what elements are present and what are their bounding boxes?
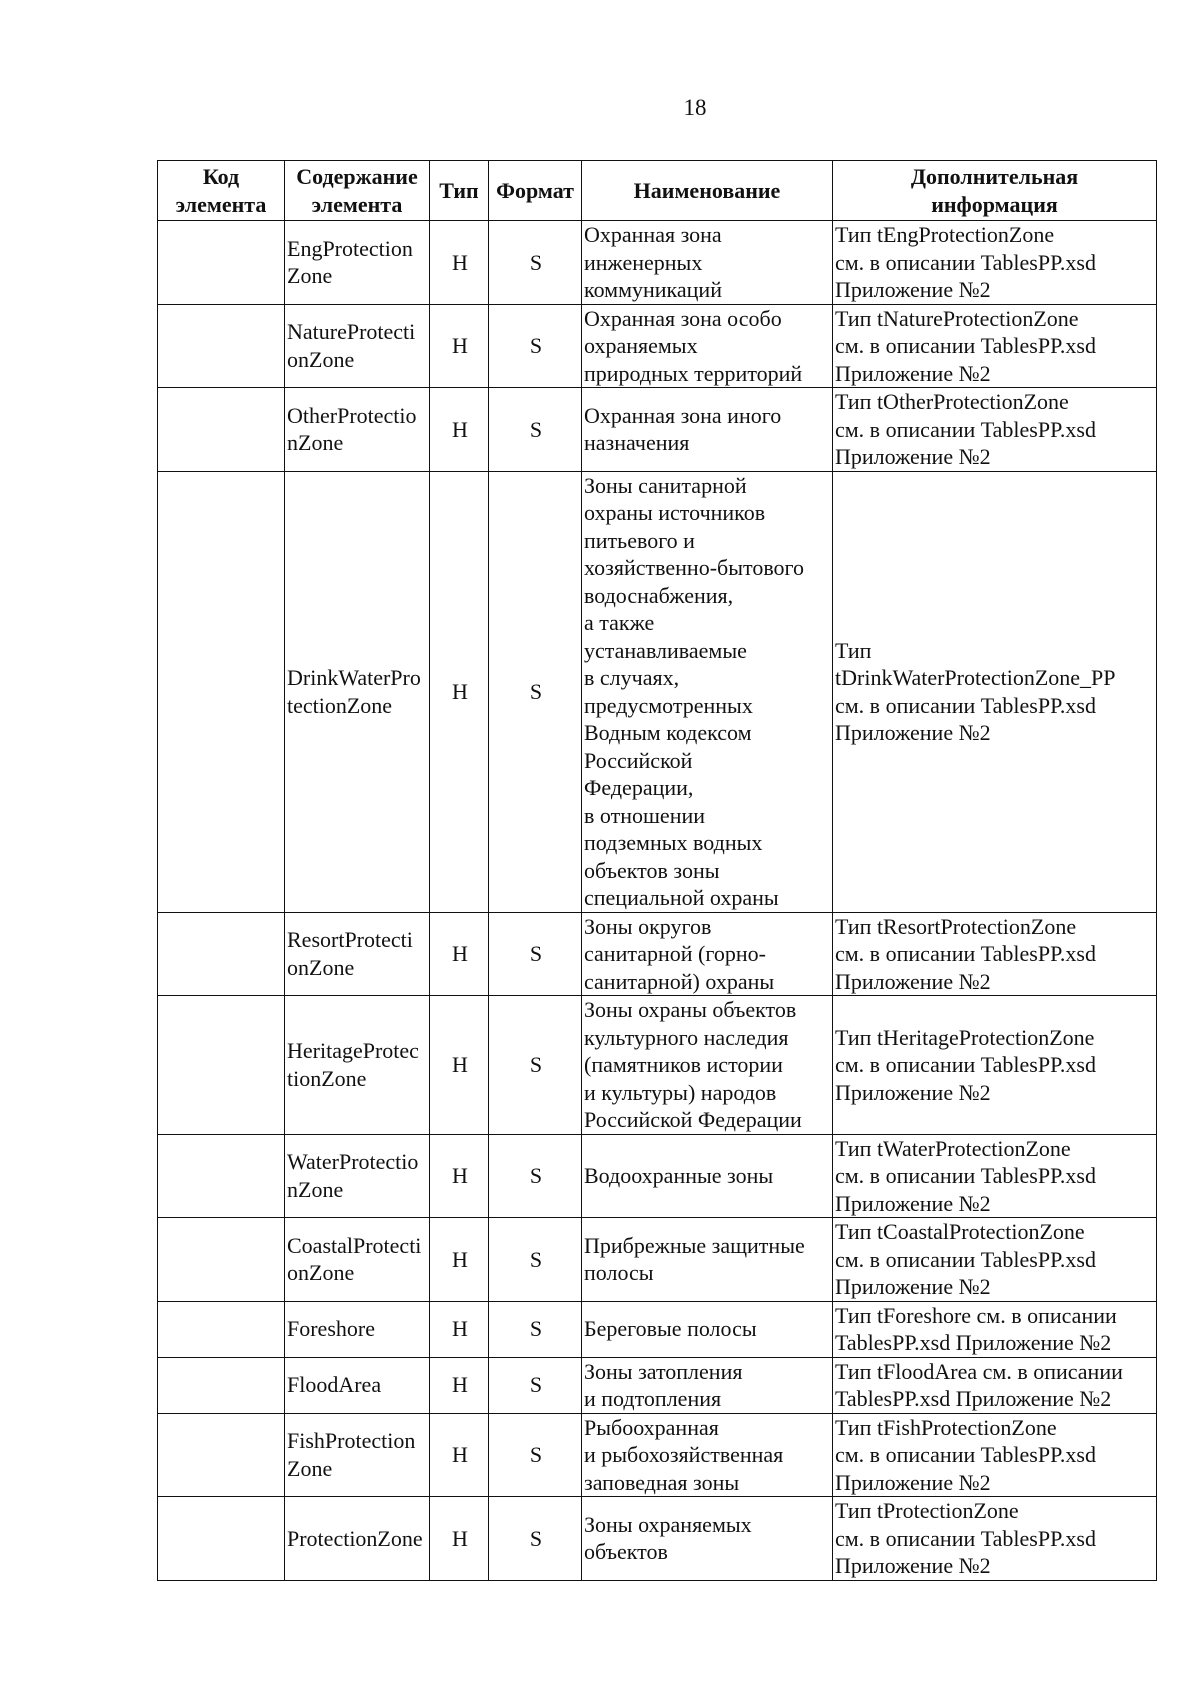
- cell-type: Н: [430, 912, 489, 996]
- cell-format: S: [489, 912, 582, 996]
- name-line: санитарной) охраны: [584, 968, 775, 994]
- header-info-line: информация: [931, 191, 1058, 217]
- table-body: [158, 221, 1157, 1581]
- header-name: Наименование: [582, 161, 833, 221]
- cell-format: S: [489, 1134, 582, 1218]
- cell-code: [158, 1497, 285, 1581]
- name-line: коммуникаций: [584, 277, 722, 302]
- cell-format: S: [489, 304, 582, 388]
- name-line: Охранная зона особо: [584, 305, 782, 331]
- cell-format: S: [489, 996, 582, 1135]
- info-line: Тип tProtectionZone: [835, 1498, 1019, 1523]
- name-line: санитарной (горно-: [584, 941, 766, 966]
- info-line: tDrinkWaterProtectionZone_PP: [835, 665, 1116, 690]
- header-row: [158, 161, 1157, 221]
- info-line: см. в описании TablesPP.xsd: [835, 1525, 1096, 1551]
- header-type: Тип: [430, 161, 489, 221]
- content-line: ResortProtecti: [287, 927, 413, 953]
- cell-format: S: [489, 221, 582, 305]
- name-line: предусмотренных: [584, 692, 753, 718]
- name-line: хозяйственно-бытового: [584, 555, 805, 580]
- name-line: Водоохранные зоны: [584, 1163, 774, 1188]
- cell-info: [833, 1413, 1157, 1497]
- cell-content: [285, 1301, 430, 1357]
- table-row: [158, 471, 1157, 912]
- content-line: Zone: [287, 1455, 333, 1481]
- info-line: Приложение №2: [835, 444, 991, 469]
- cell-info: [833, 1357, 1157, 1413]
- info-line: см. в описании TablesPP.xsd: [835, 1163, 1096, 1188]
- table-row: [158, 1357, 1157, 1413]
- content-line: tionZone: [287, 1065, 367, 1091]
- content-line: nZone: [287, 1176, 344, 1202]
- cell-name: [582, 996, 833, 1135]
- content-line: CoastalProtecti: [287, 1232, 422, 1258]
- content-line: ProtectionZone: [287, 1525, 423, 1551]
- name-line: и рыбохозяйственная: [584, 1442, 784, 1467]
- name-line: объектов: [584, 1539, 668, 1565]
- cell-content: [285, 1357, 430, 1413]
- cell-content: [285, 1497, 430, 1581]
- info-line: Тип tOtherProtectionZone: [835, 389, 1069, 414]
- info-line: Тип tEngProtectionZone: [835, 222, 1055, 247]
- cell-format: S: [489, 471, 582, 912]
- table-row: [158, 221, 1157, 305]
- cell-content: [285, 221, 430, 305]
- info-line: Приложение №2: [835, 277, 991, 302]
- info-line: Тип tNatureProtectionZone: [835, 305, 1079, 331]
- info-line: Тип tForeshore см. в описании: [835, 1302, 1117, 1328]
- info-line: Тип tFloodArea см. в описании: [835, 1358, 1123, 1384]
- cell-format: S: [489, 1497, 582, 1581]
- header-code-line: Код: [202, 164, 240, 189]
- cell-type: Н: [430, 996, 489, 1135]
- cell-info: [833, 388, 1157, 472]
- name-line: Береговые полосы: [584, 1316, 757, 1342]
- cell-type: Н: [430, 471, 489, 912]
- name-line: Зоны охраны объектов: [584, 997, 797, 1022]
- header-content-line: Содержание: [296, 164, 418, 189]
- info-line: см. в описании TablesPP.xsd: [835, 1052, 1096, 1077]
- cell-name: [582, 1497, 833, 1581]
- cell-code: [158, 1218, 285, 1302]
- info-line: см. в описании TablesPP.xsd: [835, 333, 1096, 358]
- cell-code: [158, 221, 285, 305]
- cell-content: [285, 304, 430, 388]
- header-code-line: элемента: [175, 191, 267, 217]
- name-line: культурного наследия: [584, 1024, 789, 1050]
- name-line: и культуры) народов: [584, 1079, 777, 1105]
- name-line: подземных водных: [584, 830, 763, 855]
- name-line: охраняемых: [584, 333, 698, 358]
- cell-code: [158, 1301, 285, 1357]
- info-line: см. в описании TablesPP.xsd: [835, 941, 1096, 966]
- name-line: объектов зоны: [584, 857, 720, 883]
- cell-content: [285, 1218, 430, 1302]
- cell-code: [158, 996, 285, 1135]
- name-line: природных территорий: [584, 360, 803, 386]
- info-line: Приложение №2: [835, 1469, 991, 1495]
- info-line: Тип tWaterProtectionZone: [835, 1135, 1071, 1161]
- name-line: питьевого и: [584, 527, 695, 553]
- cell-type: Н: [430, 1357, 489, 1413]
- name-line: Зоны санитарной: [584, 472, 747, 498]
- info-line: см. в описании TablesPP.xsd: [835, 249, 1096, 275]
- cell-info: [833, 221, 1157, 305]
- cell-format: S: [489, 388, 582, 472]
- name-line: Российской: [584, 747, 693, 773]
- content-line: nZone: [287, 430, 344, 456]
- cell-type: Н: [430, 1413, 489, 1497]
- cell-format: S: [489, 1413, 582, 1497]
- cell-info: [833, 1134, 1157, 1218]
- cell-type: Н: [430, 304, 489, 388]
- table-header: [158, 161, 1157, 221]
- cell-info: [833, 996, 1157, 1135]
- table-row: [158, 1218, 1157, 1302]
- info-line: Тип tFishProtectionZone: [835, 1414, 1057, 1440]
- cell-info: [833, 304, 1157, 388]
- cell-name: [582, 304, 833, 388]
- cell-name: [582, 1357, 833, 1413]
- info-line: TablesPP.xsd Приложение №2: [835, 1330, 1112, 1355]
- name-line: водоснабжения,: [584, 582, 734, 608]
- cell-info: [833, 1218, 1157, 1302]
- cell-code: [158, 912, 285, 996]
- name-line: Федерации,: [584, 775, 694, 800]
- cell-code: [158, 388, 285, 472]
- name-line: инженерных: [584, 249, 703, 275]
- cell-format: S: [489, 1357, 582, 1413]
- name-line: и подтопления: [584, 1386, 722, 1411]
- content-line: HeritageProtec: [287, 1038, 419, 1064]
- cell-code: [158, 1413, 285, 1497]
- cell-name: [582, 1301, 833, 1357]
- name-line: Охранная зона: [584, 222, 722, 247]
- content-line: FishProtection: [287, 1428, 416, 1454]
- info-line: Приложение №2: [835, 720, 991, 745]
- name-line: в отношении: [584, 802, 706, 828]
- content-line: EngProtection: [287, 235, 413, 261]
- header-content-line: элемента: [311, 191, 403, 217]
- content-line: Zone: [287, 263, 333, 289]
- cell-name: [582, 912, 833, 996]
- name-line: Рыбоохранная: [584, 1414, 719, 1440]
- table-row: [158, 912, 1157, 996]
- cell-name: [582, 1134, 833, 1218]
- content-line: onZone: [287, 1260, 355, 1286]
- cell-format: S: [489, 1218, 582, 1302]
- cell-type: Н: [430, 1134, 489, 1218]
- table-row: [158, 388, 1157, 472]
- info-line: Приложение №2: [835, 968, 991, 994]
- info-line: TablesPP.xsd Приложение №2: [835, 1386, 1112, 1411]
- page-number: 18: [683, 95, 707, 120]
- cell-content: [285, 912, 430, 996]
- cell-name: [582, 471, 833, 912]
- content-line: tectionZone: [287, 692, 393, 718]
- name-line: охраны источников: [584, 500, 766, 525]
- name-line: Российской Федерации: [584, 1107, 802, 1132]
- header-code: [158, 161, 285, 221]
- name-line: специальной охраны: [584, 885, 779, 910]
- table-row: [158, 304, 1157, 388]
- info-line: Приложение №2: [835, 1190, 991, 1216]
- cell-type: Н: [430, 221, 489, 305]
- content-line: FloodArea: [287, 1372, 382, 1398]
- cell-info: [833, 1497, 1157, 1581]
- cell-name: [582, 388, 833, 472]
- name-line: заповедная зоны: [584, 1469, 740, 1495]
- name-line: полосы: [584, 1260, 654, 1286]
- cell-name: [582, 1218, 833, 1302]
- elements-table: [157, 160, 1157, 1581]
- info-line: Приложение №2: [835, 1079, 991, 1105]
- cell-name: [582, 221, 833, 305]
- info-line: см. в описании TablesPP.xsd: [835, 692, 1096, 718]
- cell-code: [158, 1357, 285, 1413]
- content-line: onZone: [287, 954, 355, 980]
- table-row: [158, 996, 1157, 1135]
- table-row: [158, 1134, 1157, 1218]
- name-line: Зоны округов: [584, 913, 712, 939]
- info-line: см. в описании TablesPP.xsd: [835, 1442, 1096, 1467]
- name-line: Прибрежные защитные: [584, 1232, 805, 1258]
- table-row: [158, 1301, 1157, 1357]
- cell-type: Н: [430, 1497, 489, 1581]
- info-line: Тип tResortProtectionZone: [835, 913, 1077, 939]
- name-line: (памятников истории: [584, 1052, 783, 1077]
- cell-code: [158, 304, 285, 388]
- cell-content: [285, 1413, 430, 1497]
- content-line: WaterProtectio: [287, 1149, 419, 1175]
- info-line: Тип tCoastalProtectionZone: [835, 1219, 1085, 1244]
- header-info: [833, 161, 1157, 221]
- info-line: Приложение №2: [835, 1553, 991, 1578]
- table-row: [158, 1497, 1157, 1581]
- info-line: Тип tHeritageProtectionZone: [835, 1024, 1095, 1050]
- cell-type: Н: [430, 1218, 489, 1302]
- name-line: Водным кодексом: [584, 720, 752, 745]
- content-line: Foreshore: [287, 1316, 375, 1342]
- header-info-line: Дополнительная: [910, 164, 1079, 189]
- cell-content: [285, 1134, 430, 1218]
- cell-name: [582, 1413, 833, 1497]
- header-format: Формат: [489, 161, 582, 221]
- cell-content: [285, 471, 430, 912]
- name-line: назначения: [584, 430, 690, 456]
- cell-info: [833, 1301, 1157, 1357]
- name-line: Охранная зона иного: [584, 402, 782, 428]
- content-line: NatureProtecti: [287, 319, 416, 345]
- name-line: в случаях,: [584, 665, 680, 690]
- cell-type: Н: [430, 388, 489, 472]
- cell-info: [833, 471, 1157, 912]
- content-line: OtherProtectio: [287, 402, 417, 428]
- name-line: а также: [584, 610, 655, 635]
- cell-type: Н: [430, 1301, 489, 1357]
- content-line: DrinkWaterPro: [287, 665, 421, 690]
- cell-format: S: [489, 1301, 582, 1357]
- table-row: [158, 1413, 1157, 1497]
- content-line: onZone: [287, 346, 355, 372]
- cell-info: [833, 912, 1157, 996]
- name-line: устанавливаемые: [584, 637, 747, 663]
- info-line: Приложение №2: [835, 360, 991, 386]
- info-line: Приложение №2: [835, 1274, 991, 1299]
- header-content: [285, 161, 430, 221]
- cell-content: [285, 996, 430, 1135]
- info-line: см. в описании TablesPP.xsd: [835, 416, 1096, 442]
- cell-code: [158, 471, 285, 912]
- name-line: Зоны охраняемых: [584, 1511, 752, 1537]
- info-line: Тип: [835, 637, 872, 663]
- name-line: Зоны затопления: [584, 1358, 743, 1384]
- info-line: см. в описании TablesPP.xsd: [835, 1246, 1096, 1272]
- cell-content: [285, 388, 430, 472]
- cell-code: [158, 1134, 285, 1218]
